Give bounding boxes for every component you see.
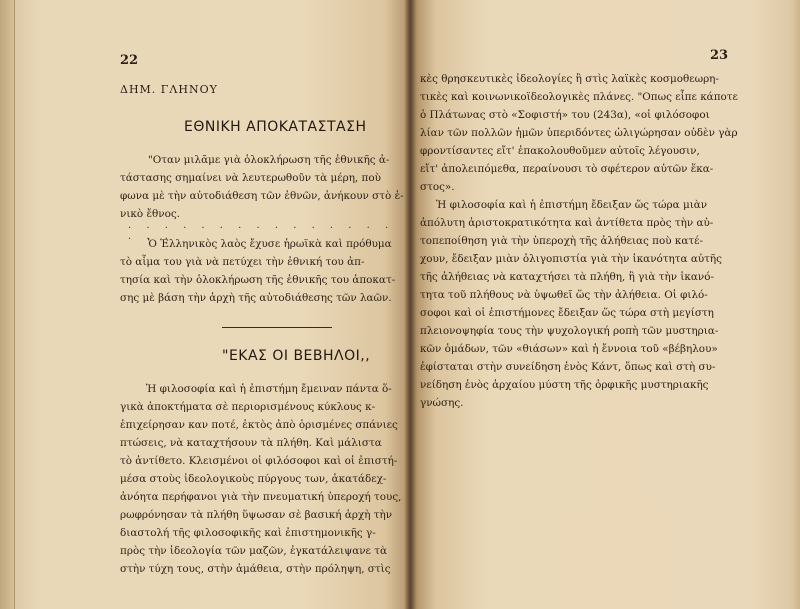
text-line: διαστολή τῆς φιλοσοφικῆς καὶ ἐπιστημονικῆς γ- [120,527,376,539]
text-line: Ὁ Ἑλληνικὸς λαὸς ἔχυσε ἡρωϊκὰ καὶ πρόθυμα [148,238,392,250]
text-line: νείδηση ἑνὸς ἀρχαίου μύστη τῆς ὀρφικῆς μυστηριακῆς [420,379,709,391]
text-line: φωνα μὲ τὴν αὐτοδιάθεση τῶν ἐθνῶν, ἀνήκουν στὸ ἑ- [120,190,404,202]
text-line: εἴτ' ἀπολειπόμεθα, περαίνουσι τὸ σφέτερον αὐτῶν ἕκα- [420,163,714,175]
text-line: "Οταν μιλᾶμε γιὰ ὁλοκλήρωση τῆς ἐθνικῆς ἀ- [148,154,390,166]
page-number: 23 [710,48,729,63]
text-line: ὁ Πλάτωνας στὸ «Σοφιστή» του (243α), «οἱ φιλόσοφοι [420,109,710,121]
text-line: ἐπιχείρησαν καν ποτέ, ἐκτὸς ἀπὸ ὁρισμένες σπάνιες [120,419,398,431]
text-line: ρωφρόνησαν τὰ πλήθη ὕψωσαν σὲ βασική ἀρχὴ τὴν [120,509,393,521]
text-line: ἀπόλυτη ἀριστοκρατικότητα καὶ ἀντίθετα πρὸς τὴν αὐ- [420,217,714,229]
running-head: ΔΗΜ. ΓΛΗΝΟΥ [120,83,218,96]
section-heading: "ΕΚΑΣ ΟΙ ΒΕΒΗΛΟΙ,, [222,348,371,364]
section-heading: ΕΘΝΙΚΗ ΑΠΟΚΑΤΑΣΤΑΣΗ [184,119,367,135]
text-line: ἀνόητα περήφανοι γιὰ τὴν πνευματική ὑπεροχή τους, [120,491,402,503]
section-rule [222,327,332,328]
text-line: σης μὲ βάση τὴν ἀρχὴ τῆς αὐτοδιάθεσης τῶν λαῶν. [120,292,392,304]
text-line: φροντίσαντες εἴτ' ἐπακολουθοῦμεν αὐτοῖς λέγουσιν, [420,145,700,157]
dotted-divider: . . . . . . . . . . . . . . . . . . [128,220,395,242]
text-line: πτώσεις, νὰ καταχτήσουν τὰ πλήθη. Καὶ μάλιστα [120,437,382,449]
text-line: νικὸ ἔθνος. [120,208,180,220]
text-line: τάστασης σημαίνει νὰ λευτερωθοῦν τὰ μέρη, ποὺ [120,172,381,184]
text-line: χουν, ἔδειξαν μιὰν ὀλιγοπιστία γιὰ τὴν ἱκανότητα αὐτῆς [420,253,722,265]
page-number: 22 [120,53,139,68]
text-line: στὴν τύχη τους, στὴν ἀμάθεια, στὴν πρόληψη, στὶς [120,563,391,575]
text-line: μέσα στοὺς ἰδεολογικοὺς πύργους των, ἀκατάδεχ- [120,473,387,485]
book-gutter [404,0,416,609]
text-line: γνώσης. [420,397,464,409]
text-line: πλειονοψηφία τους τὴν ψυχολογική ροπὴ τῶν μυστηρια- [420,325,719,337]
text-line: κὲς θρησκευτικὲς ἰδεολογίες ἢ στὶς λαϊκὲς κοσμοθεωρη- [420,73,719,85]
text-line: τητα τοῦ πλήθους νὰ ὑψωθεῖ ὥς τὴν ἀλήθεια. Οἱ φιλό- [420,289,708,301]
text-line: Ἡ φιλοσοφία καὶ ἡ ἐπιστήμη ἔδειξαν ὥς τώρα μιὰν [436,199,708,211]
text-line: Ἡ φιλοσοφία καὶ ἡ ἐπιστήμη ἔμειναν πάντα ὅ- [146,383,392,395]
text-line: τικὲς καὶ κοινωνικοϊδεολογικὲς πλάνες. "Οπως εἶπε κάποτε [420,91,738,103]
text-line: τὸ αἷμα του γιὰ νὰ πετύχει τὴν ἐθνική του ἀπ- [120,256,365,268]
text-line: τοπεποίθηση γιὰ τὴν ὑπεροχὴ τῆς ἀλήθειας ποὺ κατέ- [420,235,704,247]
text-line: γικὰ ἀποκτήματα σὲ περιορισμένους κύκλους κ- [120,401,376,413]
page-edge [0,0,15,609]
text-line: κῶν ὁμάδων, τῶν «θιάσων» καὶ ἡ ἔννοια τοῦ «βέβηλου» [420,343,718,355]
text-line: ἐφίσταται στὴν συνείδηση ἑνὸς Κάντ, ὅπως καὶ στὴ συ- [420,361,716,373]
text-line: πρὸς τὴν ἰδεολογία τῶν μαζῶν, ἐγκατάλειψανε τὰ [120,545,387,557]
text-line: σοφοι καὶ οἱ ἐπιστήμονες ἔδειξαν ὥς τώρα στὴ μεγίστη [420,307,714,319]
text-line: στος». [420,181,455,193]
text-line: τησία καὶ τὴν ὁλοκλήρωση τῆς ἐθνικῆς του ἀποκατ- [120,274,396,286]
right-page [410,0,800,609]
text-line: λίαν τῶν πολλῶν ἡμῶν ὑπεριδόντες ὠλιγώρησαν οὐδὲν γὰρ [420,127,738,139]
text-line: τὸ ἀντίθετο. Κλεισμένοι οἱ φιλόσοφοι καὶ οἱ ἐπιστή- [120,455,398,467]
text-line: τῆς ἀλήθειας νὰ καταχτήσει τὰ πλήθη, ἢ γιὰ τὴν ἱκανό- [420,271,714,283]
